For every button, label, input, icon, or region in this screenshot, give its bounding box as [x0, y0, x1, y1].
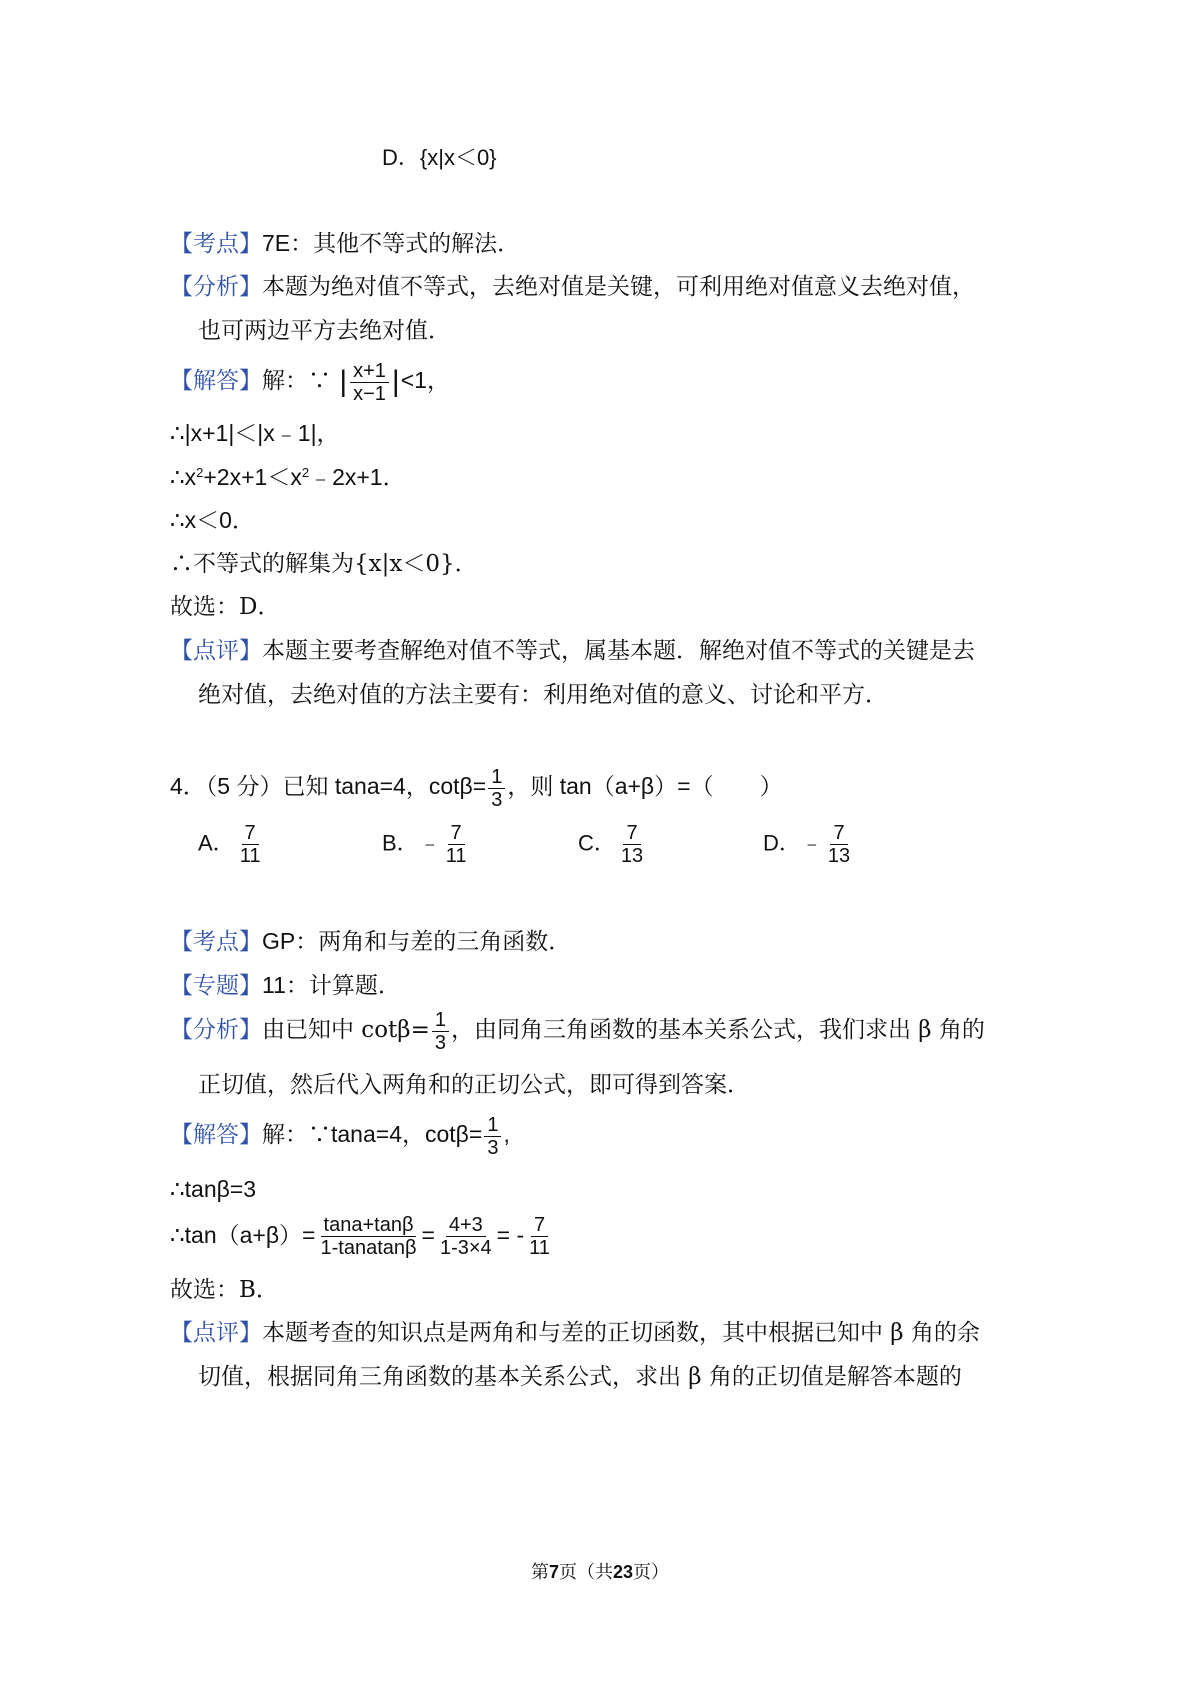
fraction: $\frac{\tan a+\tan\beta}{\text{1-tanatanβ}}$: [320, 1214, 417, 1260]
q3-dianping-line1: [170, 636, 975, 666]
q4-dianping-line1: 【点评】本题考查的知识点是两角和与差的正切函数，其中根据已知中 β 角的余: [170, 1320, 980, 1346]
q4-dianping-line2: 切值，根据同角三角函数的基本关系公式，求出 β 角的正切值是解答本题的: [198, 1364, 962, 1390]
q4-jieda-line: 【解答】解：∵tana=4，cotβ= $\frac{1}{3}$ ,: [170, 1113, 510, 1159]
abs-bar-right: |: [391, 365, 400, 398]
zhuanti-tag: 【专题】: [170, 973, 262, 999]
q4-stem-prefix: 4．（5 分）已知 tana=4，cotβ=: [170, 773, 487, 799]
prev-option-d: D．{x|x＜0}: [382, 145, 497, 170]
kaodian-text: 7E：其他不等式的解法．: [262, 230, 521, 256]
jieda-prefix: 解：∵: [262, 368, 331, 394]
fraction: $\frac{x+1}{x-1}$: [350, 360, 389, 405]
jieda-suffix: <1，: [400, 367, 450, 393]
fenxi-tag: 【分析】: [170, 1017, 262, 1043]
q4-fenxi-line1: 【分析】由已知中 cotβ= $\frac{1}{3}$ ，由同角三角函数的基本关系公式，我们求出 β 角的: [170, 1008, 985, 1054]
fraction: $\frac{7}{11}$: [529, 1214, 550, 1260]
q4-option-c: C． $\frac{7}{13}$: [578, 822, 644, 867]
kaodian-text: GP：两角和与差的三角函数．: [262, 928, 572, 954]
dianping-tag: 【点评】: [170, 638, 262, 664]
page-total: 23: [612, 1562, 634, 1582]
jieda-tag: 【解答】: [170, 1122, 262, 1148]
q4-stem: [170, 764, 783, 811]
q4-kaodian-line: [170, 926, 571, 957]
q3-fenxi-line2: 也可两边平方去绝对值．: [198, 318, 451, 344]
q4-option-b: B．﹣ $\frac{7}{11}$: [382, 822, 467, 867]
fenxi-text: 本题为绝对值不等式，去绝对值是关键，可利用绝对值意义去绝对值，: [262, 274, 975, 300]
page-number: 7: [548, 1562, 559, 1582]
page-footer: 第7页（共23页）: [530, 1562, 670, 1583]
abs-bar-left: |: [339, 365, 348, 398]
kaodian-tag: 【考点】: [170, 231, 262, 257]
q4-zhuanti-line: [170, 970, 401, 1001]
q4-option-a: A． $\frac{7}{11}$: [198, 822, 261, 867]
q4-option-d: D．﹣ $\frac{7}{13}$: [763, 822, 851, 867]
fraction: $\frac{1}{3}$: [488, 766, 505, 811]
q3-dianping-line2: 绝对值，去绝对值的方法主要有：利用绝对值的意义、讨论和平方．: [198, 682, 888, 708]
fenxi-tag: 【分析】: [170, 274, 262, 300]
q3-jieda-line: [170, 358, 450, 405]
q4-answer: 故选：B．: [170, 1277, 279, 1303]
fraction: $\frac{1}{3}$: [484, 1114, 501, 1159]
kaodian-tag: 【考点】: [170, 929, 262, 955]
q3-kaodian-line: [170, 228, 520, 259]
q4-stem-suffix: ，则 tan（a+β）=（ ）: [507, 773, 783, 799]
fraction: $\frac{1}{3}$: [432, 1009, 449, 1054]
dianping-text: 本题主要考查解绝对值不等式，属基本题．解绝对值不等式的关键是去: [262, 638, 975, 664]
q3-step4: ∴不等式的解集为{x|x＜0}．: [170, 551, 478, 577]
q3-step2: $\therefore x^2+2x+1<x^2﹣2x+1$．: [170, 464, 406, 490]
q4-fenxi-line2: 正切值，然后代入两角和的正切公式，即可得到答案．: [198, 1072, 750, 1098]
q4-step2: ∴tan（a+β）= $\frac{\tan a+\tan\beta}{\text{1-tanatanβ}}$ = $\frac{4+3}{1-3\times 4}$ = - $\frac{7}{11}$: [170, 1210, 555, 1260]
jieda-tag: 【解答】: [170, 368, 262, 394]
q3-step1: ∴|x+1|＜|x﹣1|，: [170, 420, 340, 446]
q3-answer: 故选：D．: [170, 594, 281, 620]
dianping-tag: 【点评】: [170, 1320, 262, 1346]
zhuanti-text: 11：计算题．: [262, 972, 401, 998]
fraction: $\frac{4+3}{1-3\times 4}$: [439, 1214, 492, 1260]
q3-fenxi-line1: [170, 272, 975, 302]
q4-step1: ∴tanβ=3: [170, 1176, 257, 1202]
q3-step3: ∴x＜0．: [170, 507, 255, 533]
